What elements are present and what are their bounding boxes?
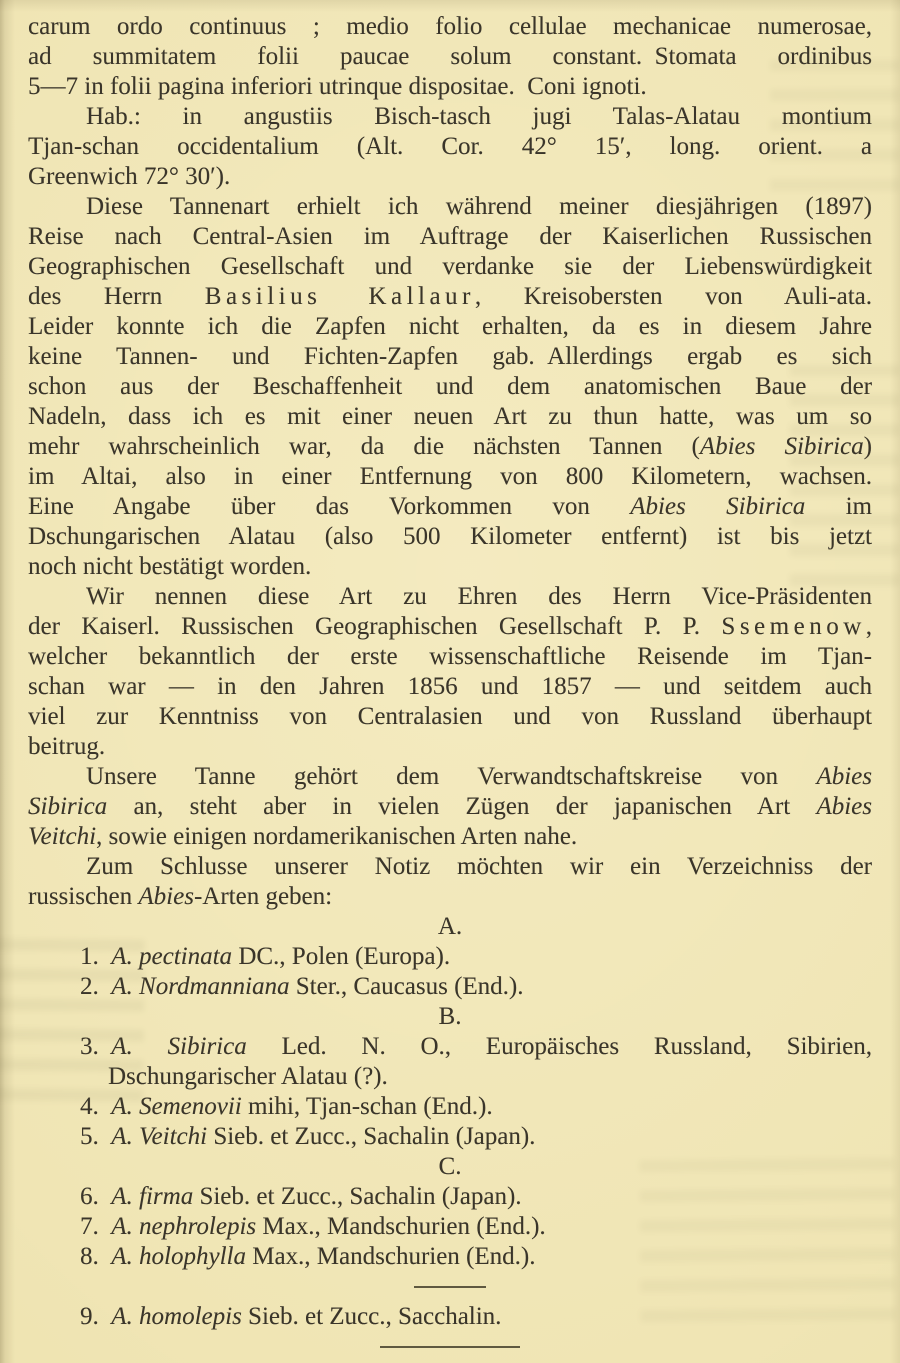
text-line [28, 1152, 872, 1182]
text-line [28, 102, 872, 132]
text-run: B. [438, 1003, 462, 1030]
species-name-italic: Veitchi [28, 823, 97, 850]
text-run: Max., Mandschurien (End.). [245, 1243, 536, 1270]
text-run: ad summitatem folii paucae solum constant. Stomata ordinibus [28, 43, 872, 70]
text-run: 1. [80, 943, 112, 970]
species-name-italic: A. Sibirica [111, 1033, 247, 1060]
text-line [28, 822, 872, 852]
text-run: Nadeln, dass ich es mit einer neuen Art zu thun hatte, was um so [28, 403, 872, 430]
text-run: beitrug. [28, 733, 106, 760]
text-run: DC., Polen (Europa). [232, 943, 451, 970]
text-line [28, 492, 872, 522]
species-name-italic: Abies Sibirica [630, 493, 806, 520]
text-line [28, 72, 872, 102]
text-run: noch nicht bestätigt worden. [28, 553, 312, 580]
text-run: schan war — in den Jahren 1856 und 1857 — und seitdem auch [28, 673, 872, 700]
text-line [28, 1062, 872, 1092]
text-run: C. [438, 1153, 462, 1180]
text-run: Eine Angabe über das Vorkommen von [28, 493, 631, 520]
text-run: Wir nennen diese Art zu Ehren des Herrn Vice-Präsidenten [86, 583, 872, 610]
text-run: ) [863, 433, 872, 460]
species-name-italic: Abies [816, 763, 872, 790]
text-run: Ster., Caucasus (End.). [289, 973, 524, 1000]
text-line [28, 942, 872, 972]
text-run: Geographischen Gesellschaft und verdanke sie der Liebenswürdigkeit [28, 253, 872, 280]
text-line [28, 282, 872, 312]
text-run: Sieb. et Zucc., Sachalin (Japan). [207, 1123, 536, 1150]
separator-rule [414, 1286, 486, 1288]
text-run: mihi, Tjan-schan (End.). [241, 1093, 493, 1120]
text-run: an, steht aber in vielen Zügen der japanischen Art [107, 793, 817, 820]
species-name-italic: A. homolepis [111, 1303, 242, 1330]
text-line [28, 162, 872, 192]
text-line [28, 642, 872, 672]
text-line [28, 1212, 872, 1242]
text-run: -Arten geben: [193, 883, 333, 910]
letterspaced-name: Basilius Kallaur [204, 283, 475, 310]
text-line [28, 972, 872, 1002]
text-run: der Kaiserl. Russischen Geographischen Gesellschaft P. P. [28, 613, 722, 640]
text-line [28, 312, 872, 342]
species-name-italic: A. Nordmanniana [111, 973, 290, 1000]
text-line [28, 672, 872, 702]
text-run: carum ordo continuus ; medio folio cellulae mechanicae numerosae, [28, 13, 872, 40]
text-run: Leider konnte ich die Zapfen nicht erhalten, da es in diesem Jahre [28, 313, 872, 340]
text-line [28, 1242, 872, 1272]
text-run: Dschungarischer Alatau (?). [108, 1063, 388, 1090]
text-run: Dschungarischen Alatau (also 500 Kilometer entfernt) ist bis jetzt [28, 523, 872, 550]
text-line [28, 402, 872, 432]
text-run: Unsere Tanne gehört dem Verwandtschaftskreise von [86, 763, 817, 790]
text-run: , sowie einigen nordamerikanischen Arten nahe. [96, 823, 578, 850]
text-line [28, 372, 872, 402]
text-line [28, 432, 872, 462]
text-run: , Kreisobersten von Auli-ata. [474, 283, 872, 310]
text-line [28, 192, 872, 222]
text-run: 2. [80, 973, 112, 1000]
text-run: 9. [80, 1303, 112, 1330]
species-name-italic: Sibirica [28, 793, 108, 820]
text-line [28, 1122, 872, 1152]
text-line [28, 1002, 872, 1032]
text-line [28, 852, 872, 882]
text-run: welcher bekanntlich der erste wissenschaftliche Reisende im Tjan- [28, 643, 872, 670]
text-run: Led. N. O., Europäisches Russland, Sibirien, [246, 1033, 872, 1060]
species-name-italic: Abies [138, 883, 194, 910]
text-run: 8. [80, 1243, 112, 1270]
text-run: Hab.: in angustiis Bisch-tasch jugi Talas-Alatau montium [86, 103, 872, 130]
text-line [28, 462, 872, 492]
text-line [28, 1032, 872, 1062]
text-run: Diese Tannenart erhielt ich während meiner diesjährigen (1897) [86, 193, 872, 220]
text-run: mehr wahrscheinlich war, da die nächsten Tannen ( [28, 433, 700, 460]
separator-rule-row [28, 1332, 872, 1362]
text-line [28, 12, 872, 42]
text-run: schon aus der Beschaffenheit und dem anatomischen Baue der [28, 373, 872, 400]
text-line [28, 1302, 872, 1332]
letterspaced-name: Ssemenow [721, 613, 866, 640]
text-run: 5—7 in folii pagina inferiori utrinque dispositae. Coni ignoti. [28, 73, 647, 100]
text-line [28, 582, 872, 612]
text-line [28, 702, 872, 732]
text-line [28, 222, 872, 252]
species-name-italic: A. Semenovii [111, 1093, 242, 1120]
text-run: Sieb. et Zucc., Sachalin (Japan). [193, 1183, 522, 1210]
text-run: 5. [80, 1123, 112, 1150]
text-run: Sieb. et Zucc., Sacchalin. [241, 1303, 502, 1330]
species-name-italic: A. holophylla [111, 1243, 246, 1270]
species-name-italic: A. nephrolepis [111, 1213, 257, 1240]
text-run: 7. [80, 1213, 112, 1240]
text-run: Greenwich 72° 30′). [28, 163, 231, 190]
text-line [28, 1182, 872, 1212]
text-run: Max., Mandschurien (End.). [256, 1213, 546, 1240]
text-line [28, 1092, 872, 1122]
text-line [28, 132, 872, 162]
text-line [28, 552, 872, 582]
text-run: Zum Schlusse unserer Notiz möchten wir ein Verzeichniss der [86, 853, 872, 880]
species-name-italic: A. Veitchi [111, 1123, 208, 1150]
text-line [28, 342, 872, 372]
text-run: 4. [80, 1093, 112, 1120]
separator-rule-row [28, 1272, 872, 1302]
text-line [28, 762, 872, 792]
text-line [28, 522, 872, 552]
text-run: keine Tannen- und Fichten-Zapfen gab. Allerdings ergab es sich [28, 343, 872, 370]
text-line [28, 252, 872, 282]
species-name-italic: Abies Sibirica [699, 433, 864, 460]
species-name-italic: A. firma [111, 1183, 194, 1210]
text-line [28, 882, 872, 912]
text-line [28, 792, 872, 822]
text-run: Tjan-schan occidentalium (Alt. Cor. 42° 15′, long. orient. a [28, 133, 872, 160]
separator-rule [380, 1346, 520, 1348]
text-run: viel zur Kenntniss von Centralasien und von Russland überhaupt [28, 703, 872, 730]
text-line [28, 42, 872, 72]
text-line [28, 912, 872, 942]
text-line [28, 612, 872, 642]
page-text [28, 12, 872, 1362]
text-run: Reise nach Central-Asien im Auftrage der Kaiserlichen Russischen [28, 223, 872, 250]
text-line [28, 732, 872, 762]
text-run: im [805, 493, 872, 520]
text-run: des Herrn [28, 283, 205, 310]
text-run: A. [437, 913, 463, 940]
text-run: im Altai, also in einer Entfernung von 800 Kilometern, wachsen. [28, 463, 872, 490]
text-run: russischen [28, 883, 139, 910]
text-run: , [865, 613, 872, 640]
species-name-italic: Abies [816, 793, 872, 820]
species-name-italic: A. pectinata [111, 943, 233, 970]
text-run: 3. [80, 1033, 112, 1060]
text-run: 6. [80, 1183, 112, 1210]
